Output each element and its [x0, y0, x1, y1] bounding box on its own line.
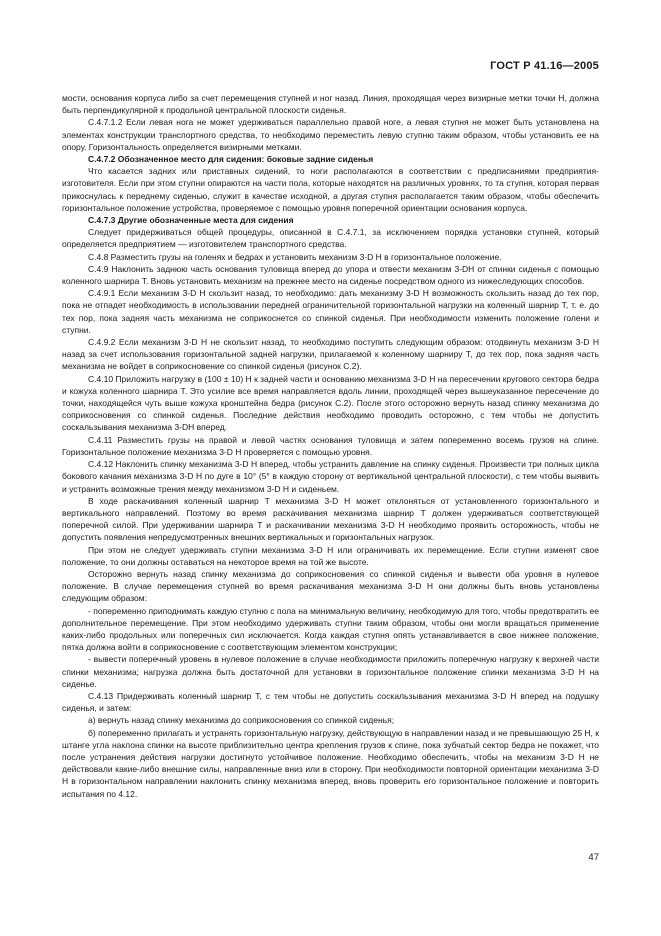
paragraph: С.4.7.1.2 Если левая нога не может удерживаться параллельно правой ноге, а левая ступня не может быть установлена на элементах конструкции транспортного средства, то необходимо переместить левую ступню таким образом, чтобы установить ее на опору. Горизонтальность определяется визирными метками.: [62, 117, 599, 152]
page-number: 47: [588, 852, 599, 863]
paragraph: С.4.10 Приложить нагрузку в (100 ± 10) Н к задней части и основанию механизма 3-D H на пересечении кругового сектора бедра и кожуха коленного шарнира T. Это усилие все время направляется вдоль линии, проходящей через вышеуказанное пересечение до точки, находящейся чуть выше кожуха кронштейна бедра (рисунок С.2). После этого осторожно вернуть назад спинку механизма до соприкосновения со спинкой сиденья. Последние действия необходимо проводить осторожно, с тем чтобы не допустить соскальзывания механизма 3-DH вперед.: [62, 373, 599, 433]
paragraph: С.4.11 Разместить грузы на правой и левой частях основания туловища и затем попеременно восемь грузов на спине. Горизонтальное положение механизма 3-D H проверяется с помощью уровня.: [62, 434, 599, 457]
document-code: ГОСТ Р 41.16—2005: [490, 60, 599, 72]
section-heading: С.4.7.2 Обозначенное место для сидения: боковые задние сиденья: [88, 154, 374, 165]
paragraph: - вывести поперечный уровень в нулевое положение в случае необходимости приложить поперечную нагрузку к верхней части спинки механизма; нагрузка должна быть достаточной для установки в горизонтальное положение спинки механизма 3-D H на сиденье.: [62, 654, 599, 689]
paragraph: б) попеременно прилагать и устранять горизонтальную нагрузку, действующую в направлении назад и не превышающую 25 Н, к штанге угла наклона спинки на высоте приблизительно центра крепления грузов к спине, пока зубчатый сектор бедра не покажет, что после устранения действия нагрузки достигнуто устойчивое положение. Необходимо обеспечить, чтобы на механизм 3-D H не действовали какие-либо внешние силы, направленные вниз или в сторону. При необходимости повторной ориентации механизма 3-D H в горизонтальном направлении наклонить спинку механизма вперед, вновь проверить его горизонтальное положение и повторить испытания по 4.12.: [62, 727, 599, 799]
document-body: [62, 92, 599, 800]
paragraph: С.4.8 Разместить грузы на голенях и бедрах и установить механизм 3-D H в горизонтальное положение.: [88, 251, 502, 262]
paragraph: мости, основания корпуса либо за счет перемещения ступней и ног назад. Линия, проходящая через визирные метки точки H, должна быть перпендикулярной к продольной центральной плоскости сиденья.: [62, 93, 599, 116]
paragraph: С.4.13 Придерживать коленный шарнир T, с тем чтобы не допустить соскальзывания механизма 3-D H вперед на подушку сиденья, и затем:: [62, 690, 599, 714]
paragraph: Осторожно вернуть назад спинку механизма до соприкосновения со спинкой сиденья и вывести оба уровня в нулевое положение. В случае перемещения ступней во время раскачивания механизма 3-D H они должны быть вновь установлены следующим образом:: [62, 568, 599, 604]
paragraph: а) вернуть назад спинку механизма до соприкосновения со спинкой сиденья;: [88, 715, 395, 726]
paragraph: Что касается задних или приставных сидений, то ноги располагаются в соответствии с предписаниями предприятия-изготовителя. Если при этом ступни опираются на части пола, которые находятся на различных уровнях, то та ступня, которая первая прикоснулась к переднему сиденью, служит в качестве исходной, а другая ступня располагается таким образом, чтобы обеспечить горизонтальное положение устройства, проверяемое с помощью уровня поперечной ориентации основания корпуса.: [62, 166, 599, 213]
paragraph: При этом не следует удерживать ступни механизма 3-D H или ограничивать их перемещение. Если ступни изменят свое положение, то они должны оставаться на некоторое время на той же высоте.: [62, 544, 599, 567]
paragraph: Следует придерживаться общей процедуры, описанной в С.4.7.1, за исключением порядка установки ступней, который определяется предприятием — изготовителем транспортного средства.: [62, 227, 599, 250]
paragraph: В ходе раскачивания коленный шарнир T механизма 3-D H может отклоняться от установленного горизонтального и вертикального направлений. Поэтому во время раскачивания механизма шарнир T должен удерживаться соответствующей поперечной силой. При удерживании шарнира T и раскачивании механизма 3-D H необходимо проявить осторожность, чтобы не допустить появления непредусмотренных внешних вертикальных и горизонтальных нагрузок.: [62, 495, 599, 543]
paragraph: С.4.9.2 Если механизм 3-D H не скользит назад, то необходимо поступить следующим образом: отодвинуть механизм 3-D H назад за счет использования горизонтальной задней нагрузки, прилагаемой к коленному шарниру T, до тех пор, пока задняя часть механизма не войдет в соприкосновение со спинкой сиденья (рисунок С.2).: [62, 337, 599, 372]
paragraph: С.4.12 Наклонить спинку механизма 3-D H вперед, чтобы устранить давление на спинку сиденья. Произвести три полных цикла бокового качания механизма 3-D H по дуге в 10° (5° в каждую сторону от вертикальной центральной плоскости), с тем чтобы выявить и устранить возможные трения между механизмом 3-D H и сиденьем.: [62, 459, 599, 494]
paragraph: С.4.9 Наклонить заднюю часть основания туловища вперед до упора и отвести механизм 3-DH от спинки сиденья с помощью коленного шарнира T. Вновь установить механизм на прежнее место на сиденье посредством одного из нижеследующих способов.: [62, 263, 599, 287]
section-heading: С.4.7.3 Другие обозначенные места для сидения: [88, 215, 294, 226]
paragraph: - попеременно приподнимать каждую ступню с пола на минимальную величину, необходимую для того, чтобы предотвратить ее дополнительное перемещение. При этом необходимо удерживать ступни таким образом, чтобы они могли вращаться применение каких-либо продольных или поперечных сил исключается. Когда каждая ступня опять устанавливается в свое нижнее положение, пятка должна войти в соприкосновение с соответствующим элементом конструкции;: [62, 605, 599, 653]
paragraph: С.4.9.1 Если механизм 3-D H скользит назад, то необходимо: дать механизму 3-D H возможность скользить назад до тех пор, пока не отпадет необходимость в использовании передней ограничительной горизонтальной нагрузки на коленный шарнир T, т. е. до тех пор, пока задняя часть механизма не соприкоснется со спинкой сиденья. При необходимости изменить положение голени и ступни.: [62, 288, 599, 335]
